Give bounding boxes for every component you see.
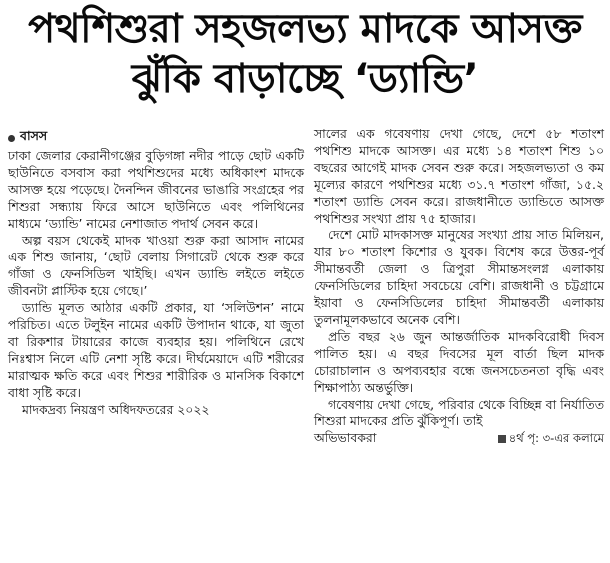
right-column <box>314 126 604 447</box>
paragraph: মাদকদ্রব্য নিয়ন্ত্রণ অধিদফতরের ২০২২ <box>22 401 210 417</box>
continuation-line <box>314 430 604 447</box>
paragraph: অল্প বয়স থেকেই মাদক খাওয়া শুরু করা আসাদ নামের এক শিশু জানায়, ‘ছোট বেলায় সিগারেট থেকে শুরু করে গাঁজা ও ফেনসিডিল খাইছি। এখন ড্যান্ডি লইতে লইতে জীবনটা প্লাস্টিক হয়ে গেছে।’ <box>8 232 304 299</box>
headline-line-2: ঝুঁকি বাড়াচ্ছে ‘ড্যান্ডি’ <box>131 56 479 102</box>
continuation-lead: অভিভাবকরা <box>314 430 377 446</box>
paragraph: ঢাকা জেলার কেরানীগঞ্জের বুড়িগঙ্গা নদীর পাড়ে ছোট একটি ছাউনিতে বসবাস করা পথশিশুদের মধ্যে অধিকাংশ মাদকে আসক্ত হয়ে পড়েছে। দৈনন্দিন জীবনের ভাঙারি সংগ্রহের পর শিশুরা সন্ধ্যায় ফিরে আসে ছাউনিতে এবং পলিথিনের মাধ্যমে ‘ড্যান্ডি’ নামের নেশাজাত পদার্থ সেবন করে। <box>8 148 304 231</box>
paragraph: গবেষণায় দেখা গেছে, পরিবার থেকে বিচ্ছিন্ন বা নির্যাতিত শিশুরা মাদকের প্রতি ঝুঁকিপূর্ণ। তাই <box>314 396 604 429</box>
bullet-icon <box>8 135 15 142</box>
byline-source: বাসস <box>20 128 48 143</box>
byline <box>8 128 47 148</box>
continuation-page-ref: ৪র্থ পৃ: ৩-এর কলামে <box>508 431 604 446</box>
paragraph: সালের এক গবেষণায় দেখা গেছে, দেশে ৫৮ শতাংশ পথশিশু মাদকে আসক্ত। এর মধ্যে ১৪ শতাংশ শিশু ১০ বছরের আগেই মাদক সেবন শুরু করে। সহজলভ্যতা ও কম মূল্যের কারণে পথশিশুর মধ্যে ৩১.৭ শতাংশ গাঁজা, ১৫.২ শতাংশ ড্যান্ডি সেবন করে। রাজধানীতে ড্যান্ডিতে আসক্ত পথশিশুর সংখ্যা প্রায় ৭৫ হাজার। <box>314 126 604 226</box>
headline-line-1: পথশিশুরা সহজলভ্য মাদকে আসক্ত <box>28 6 582 52</box>
left-column <box>8 148 304 419</box>
continuation-reference <box>498 430 604 447</box>
square-icon <box>498 435 506 443</box>
paragraph: দেশে মোট মাদকাসক্ত মানুষের সংখ্যা প্রায় সাত মিলিয়ন, যার ৮০ শতাংশ কিশোর ও যুবক। বিশেষ করে উত্তর-পূর্ব সীমান্তবর্তী জেলা ও ত্রিপুরা সীমান্তসংলগ্ন এলাকায় ফেনসিডিলের চাহিদা সবচেয়ে বেশি। রাজধানী ও চট্টগ্রামে ইয়াবা ও ফেনসিডিলের চাহিদা সীমান্তবর্তী এলাকায় তুলনামূলকভাবে অনেক বেশি। <box>314 227 604 327</box>
paragraph: প্রতি বছর ২৬ জুন আন্তর্জাতিক মাদকবিরোধী দিবস পালিত হয়। এ বছর দিবসের মূল বার্তা ছিল মাদক চোরাচালান ও অপব্যবহার বন্ধে জনসচেতনতা বৃদ্ধি এবং শিক্ষাপাঠ্য অন্তর্ভুক্তি। <box>314 328 604 395</box>
paragraph: ড্যান্ডি মূলত আঠার একটি প্রকার, যা ‘সলিউশন’ নামে পরিচিত। এতে টলুইন নামের একটি উপাদান থাকে, যা জুতা বা রিকশার টায়ারের কাজে ব্যবহার হয়। পলিথিনে রেখে নিঃশ্বাস নিলে এটি নেশা সৃষ্টি করে। দীর্ঘমেয়াদে এটি শরীরের মারাত্মক ক্ষতি করে এবং শিশুর শারীরিক ও মানসিক বিকাশে বাধা সৃষ্টি করে। <box>8 300 304 400</box>
headline <box>0 4 610 104</box>
